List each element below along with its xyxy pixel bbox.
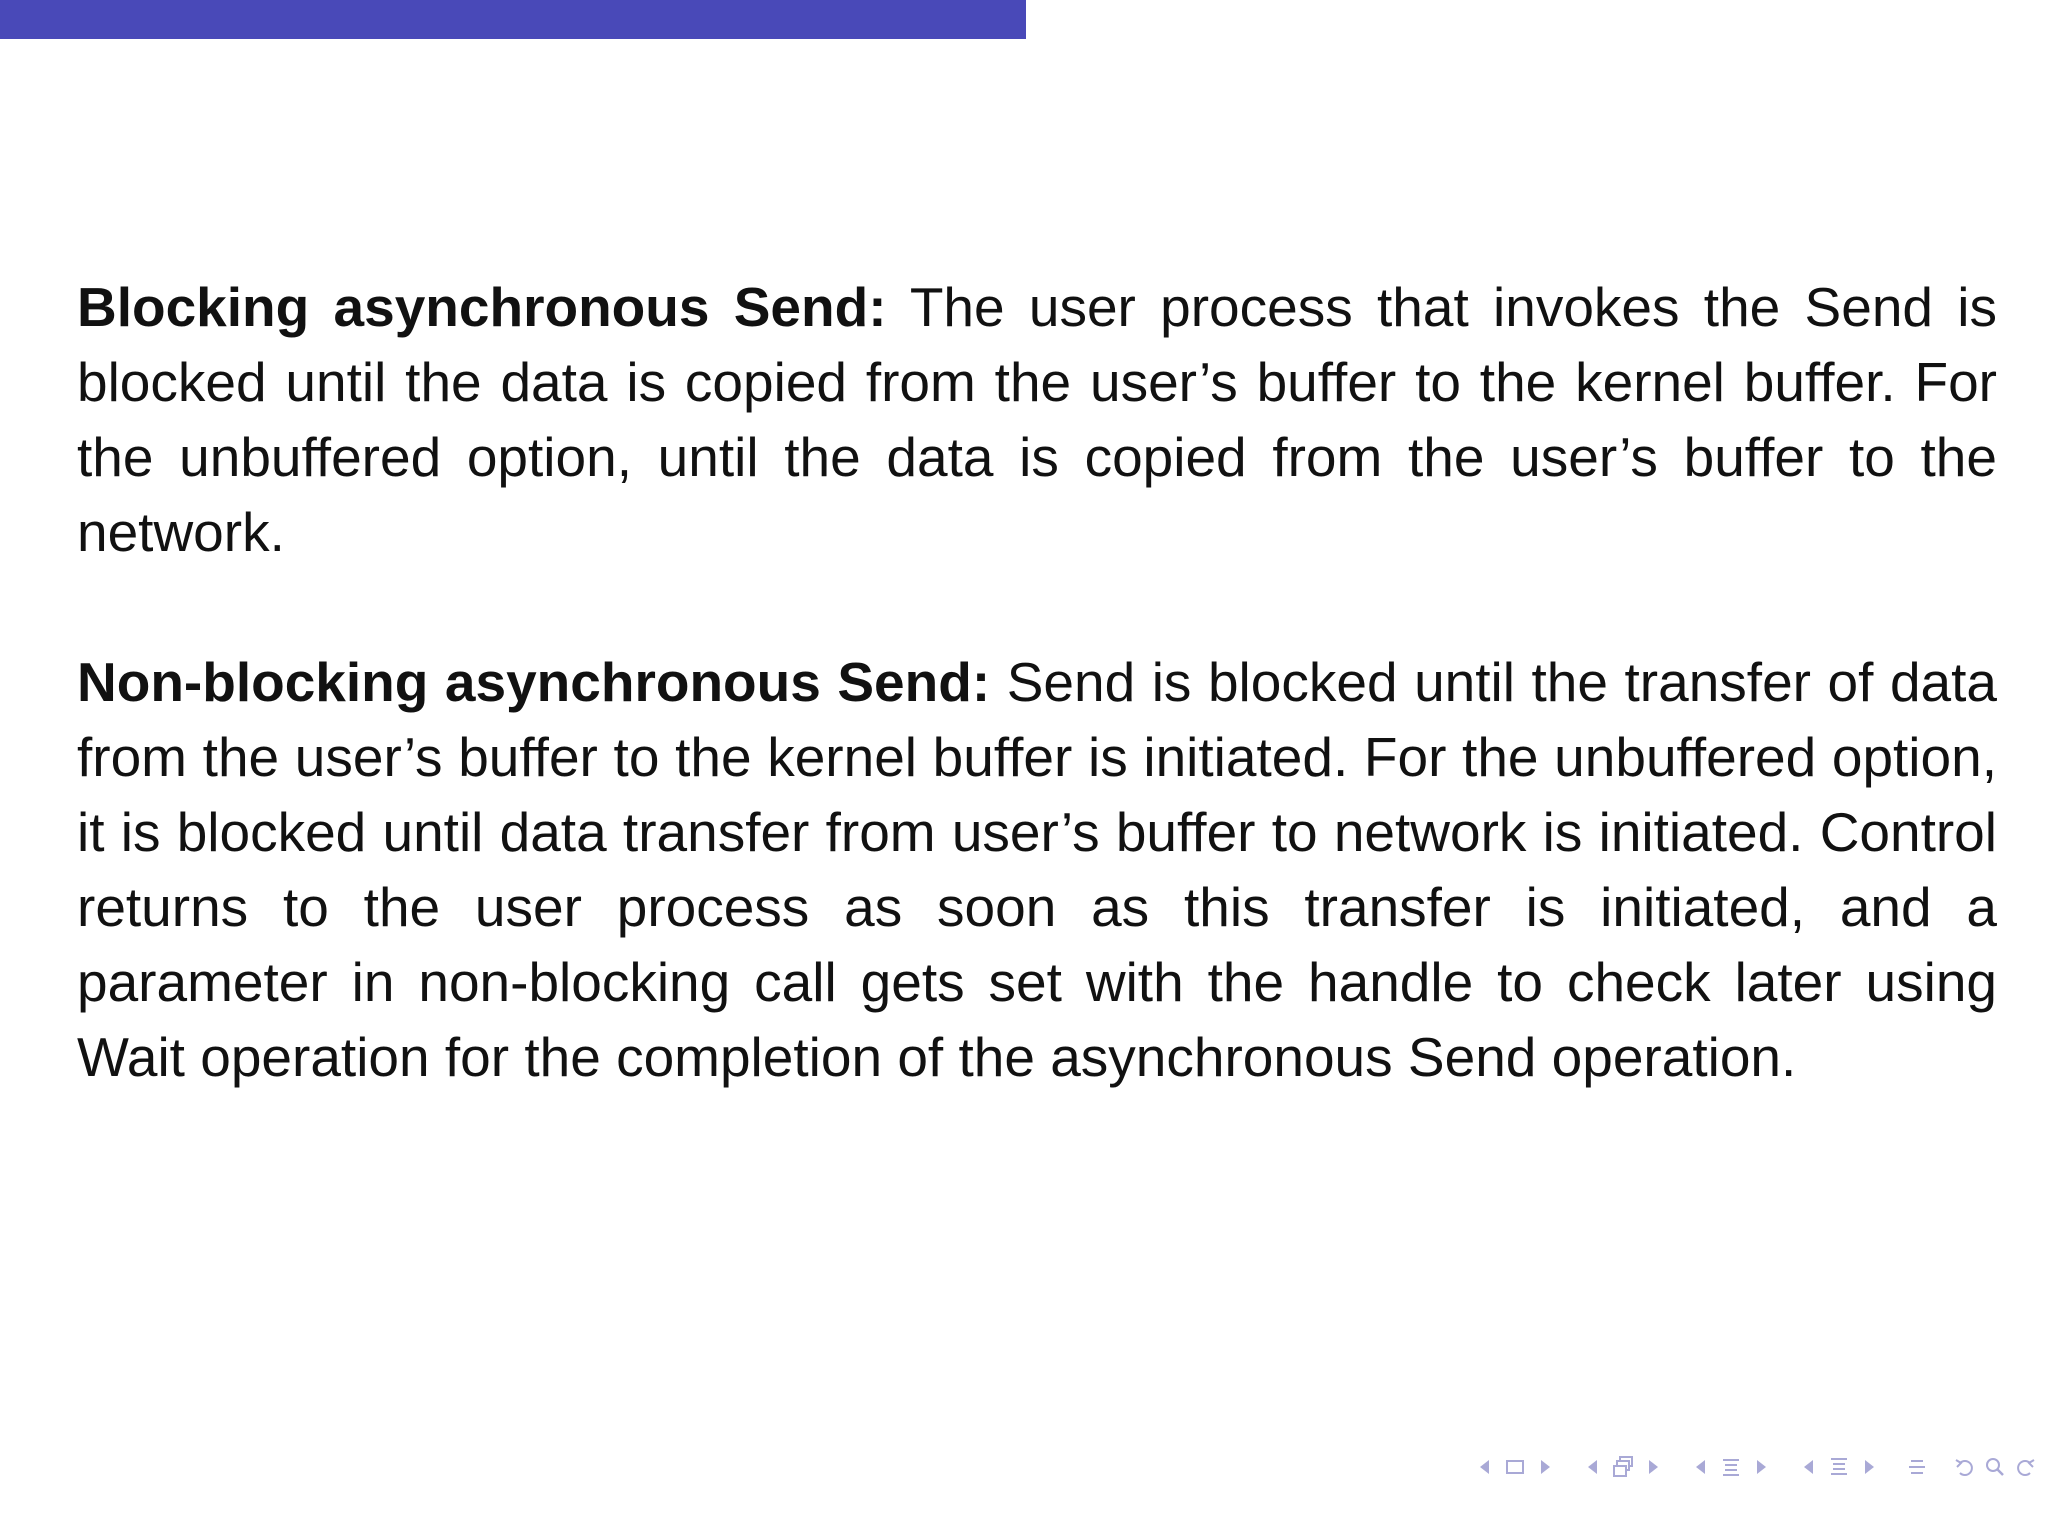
paragraph-heading: Non-blocking asynchronous Send: <box>77 651 991 713</box>
header-bar <box>0 0 1026 39</box>
section-icon[interactable] <box>1718 1454 1744 1480</box>
arrow-right-icon[interactable] <box>1640 1454 1666 1480</box>
align-icon[interactable] <box>1904 1454 1930 1480</box>
arrow-left-icon[interactable] <box>1580 1454 1606 1480</box>
subsection-nav-group <box>1580 1454 1666 1480</box>
arrow-left-icon[interactable] <box>1796 1454 1822 1480</box>
arrow-left-icon[interactable] <box>1472 1454 1498 1480</box>
beamer-navigation-bar <box>1472 1450 2038 1484</box>
search-nav-group <box>1952 1454 2038 1480</box>
frame-nav-group <box>1472 1454 1558 1480</box>
paragraph-body: The user process that invokes the Send is blocked until the data is copied from the user’s buffer to the kernel buffer. For the unbuffered option, until the data is copied from the user’s buffer to the network. <box>77 276 1998 563</box>
paragraph-heading: Blocking asynchronous Send: <box>77 276 887 338</box>
subsection-icon[interactable] <box>1610 1454 1636 1480</box>
search-icon[interactable] <box>1982 1454 2008 1480</box>
undo-icon[interactable] <box>1952 1454 1978 1480</box>
frame-icon[interactable] <box>1502 1454 1528 1480</box>
arrow-right-icon[interactable] <box>1532 1454 1558 1480</box>
slide-content <box>77 270 1997 1095</box>
align-nav-group <box>1904 1454 1930 1480</box>
paragraph-nonblocking-async-send <box>77 645 1997 1095</box>
section-nav-group <box>1688 1454 1774 1480</box>
arrow-right-icon[interactable] <box>1748 1454 1774 1480</box>
document-nav-group <box>1796 1454 1882 1480</box>
document-icon[interactable] <box>1826 1454 1852 1480</box>
arrow-right-icon[interactable] <box>1856 1454 1882 1480</box>
arrow-left-icon[interactable] <box>1688 1454 1714 1480</box>
redo-icon[interactable] <box>2012 1454 2038 1480</box>
paragraph-blocking-async-send <box>77 270 1997 570</box>
paragraph-body: Send is blocked until the transfer of data from the user’s buffer to the kernel buffer is initiated. For the unbuffered option, it is blocked until data transfer from user’s buffer to network is initiated. Control returns to the user process as soon as this transfer is initiated, and a parameter in non-blocking call gets set with the handle to check later using Wait operation for the completion of the asynchronous Send operation. <box>77 651 1997 1088</box>
